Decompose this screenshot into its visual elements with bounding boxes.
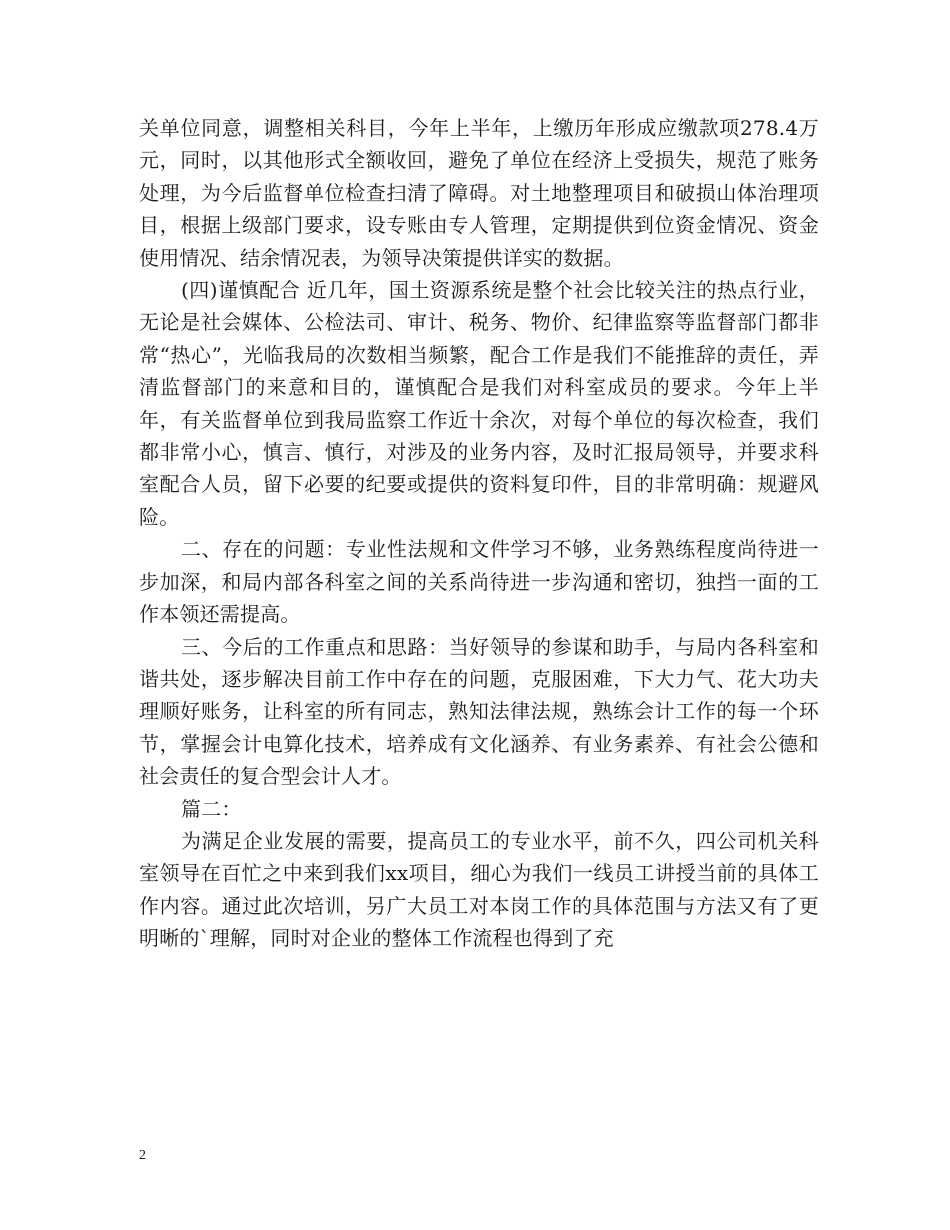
paragraph-training: 为满足企业发展的需要，提高员工的专业水平，前不久，四公司机关科室领导在百忙之中来到我们xx项目，细心为我们一线员工讲授当前的具体工作内容。通过此次培训，另广大员工对本岗工作的具体范围与方法又有了更明晰的`理解，同时对企业的整体工作流程也得到了充 xyxy=(139,828,819,951)
paragraph-cautious-cooperation: (四)谨慎配合 近几年，国土资源系统是整个社会比较关注的热点行业，无论是社会媒体、公检法司、审计、税务、物价、纪律监察等监督部门都非常“热心”，光临我局的次数相当频繁，配合工作是我们不能推辞的责任，弄清监督部门的来意和目的，谨慎配合是我们对科室成员的要求。今年上半年，有关监督单位到我局监察工作近十余次，对每个单位的每次检查，我们都非常小心，慎言、慎行，对涉及的业务内容，及时汇报局领导，并要求科室配合人员，留下必要的纪要或提供的资料复印件，目的非常明确：规避风险。 xyxy=(139,278,819,529)
paragraph-existing-problems: 二、存在的问题：专业性法规和文件学习不够，业务熟练程度尚待进一步加深，和局内部各科室之间的关系尚待进一步沟通和密切，独挡一面的工作本领还需提高。 xyxy=(139,537,819,627)
page-number: 2 xyxy=(139,1148,146,1163)
paragraph-continuation: 关单位同意，调整相关科目，今年上半年，上缴历年形成应缴款项278.4万元，同时，以其他形式全额收回，避免了单位在经济上受损失，规范了账务处理，为今后监督单位检查扫清了障碍。对土地整理项目和破损山体治理项目，根据上级部门要求，设专账由专人管理，定期提供到位资金情况、资金使用情况、结余情况表，为领导决策提供详实的数据。 xyxy=(139,116,819,270)
document-body xyxy=(139,112,819,955)
section-heading-part-two: 篇二： xyxy=(181,796,242,821)
paragraph-future-focus: 三、今后的工作重点和思路：当好领导的参谋和助手，与局内各科室和谐共处，逐步解决目前工作中存在的问题，克服困难，下大力气、花大功夫理顺好账务，让科室的所有同志，熟知法律法规，熟练会计工作的每一个环节，掌握会计电算化技术，培养成有文化涵养、有业务素养、有社会公德和社会责任的复合型会计人才。 xyxy=(139,634,819,789)
